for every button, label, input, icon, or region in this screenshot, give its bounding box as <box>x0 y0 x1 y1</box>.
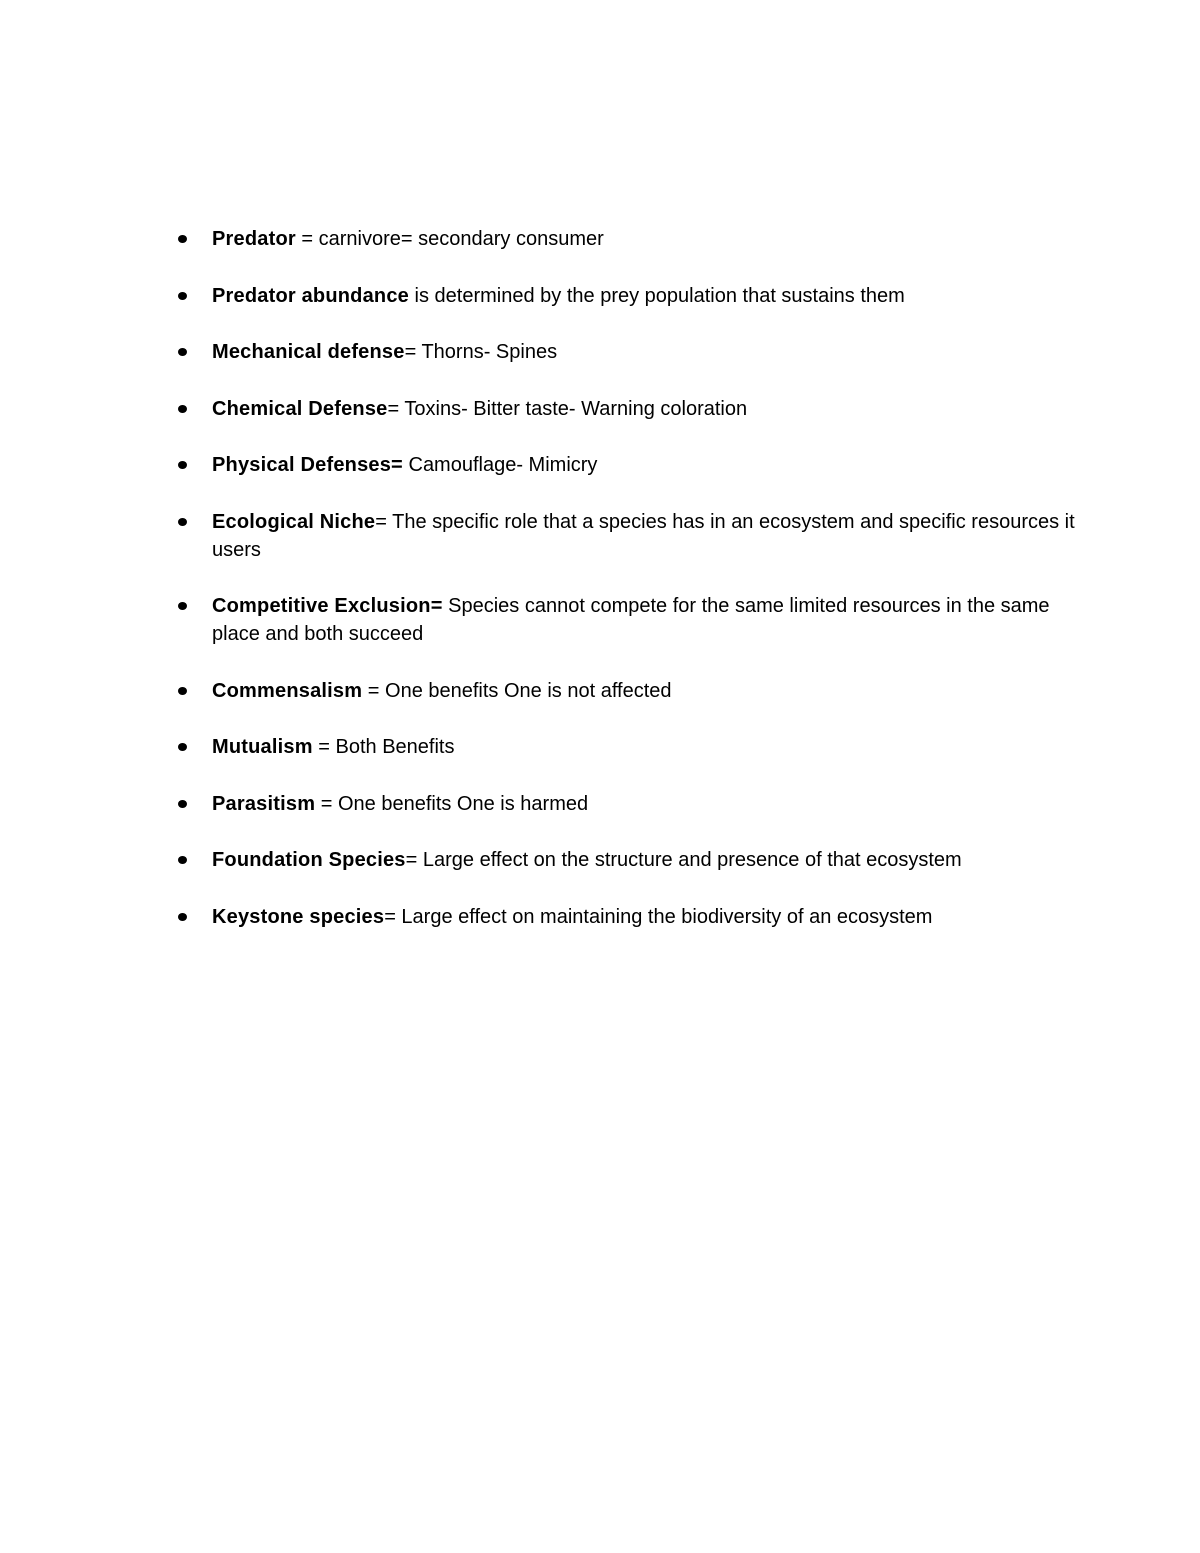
list-item <box>176 790 1076 818</box>
term-definition: = Thorns- Spines <box>404 341 558 363</box>
bullet-icon <box>178 800 187 808</box>
bullet-icon <box>178 913 187 921</box>
list-item <box>176 282 1076 310</box>
term-definition: = Both Benefits <box>312 736 455 758</box>
term-label: Ecological Niche <box>212 510 376 533</box>
bullet-icon <box>178 856 187 864</box>
term-definition: = The specific role that a species has in an ecosystem and specific resources it users <box>212 510 1075 561</box>
term-label: Competitive Exclusion= <box>212 595 443 617</box>
term-definition: = carnivore= secondary consumer <box>295 228 604 250</box>
term-definition: Species cannot compete for the same limited resources in the same place and both succeed <box>212 595 1050 645</box>
term-definition: = One benefits One is not affected <box>362 679 672 702</box>
bullet-icon <box>178 518 187 526</box>
bullet-icon <box>178 348 187 356</box>
term-list <box>176 225 1076 959</box>
term-definition: Camouflage- Mimicry <box>402 454 598 476</box>
term-definition: = One benefits One is harmed <box>315 792 589 815</box>
bullet-icon <box>178 602 187 610</box>
list-item <box>176 733 1076 761</box>
term-label: Parasitism <box>212 792 316 815</box>
list-item <box>176 508 1076 564</box>
bullet-icon <box>178 405 187 413</box>
list-item <box>176 451 1076 479</box>
term-label: Predator <box>212 228 296 250</box>
list-item <box>176 846 1076 874</box>
term-label: Mutualism <box>212 736 313 758</box>
term-definition: = Large effect on the structure and presence of that ecosystem <box>405 849 962 871</box>
term-label: Keystone species <box>212 905 385 928</box>
term-definition: is determined by the prey population that sustains them <box>408 284 905 307</box>
bullet-icon <box>178 235 187 243</box>
term-label: Commensalism <box>212 679 363 702</box>
list-item <box>176 903 1076 931</box>
term-definition: = Toxins- Bitter taste- Warning coloration <box>387 397 748 420</box>
term-definition: = Large effect on maintaining the biodiversity of an ecosystem <box>384 905 933 928</box>
list-item <box>176 592 1076 648</box>
list-item <box>176 225 1076 253</box>
list-item <box>176 395 1076 423</box>
term-label: Predator abundance <box>212 284 409 307</box>
term-label: Foundation Species <box>212 849 406 871</box>
bullet-icon <box>178 292 187 300</box>
term-label: Chemical Defense <box>212 397 388 420</box>
bullet-icon <box>178 461 187 469</box>
list-item <box>176 677 1076 705</box>
term-label: Mechanical defense <box>212 341 405 363</box>
bullet-icon <box>178 743 187 751</box>
term-label: Physical Defenses= <box>212 454 403 476</box>
list-item <box>176 338 1076 366</box>
bullet-icon <box>178 687 187 695</box>
